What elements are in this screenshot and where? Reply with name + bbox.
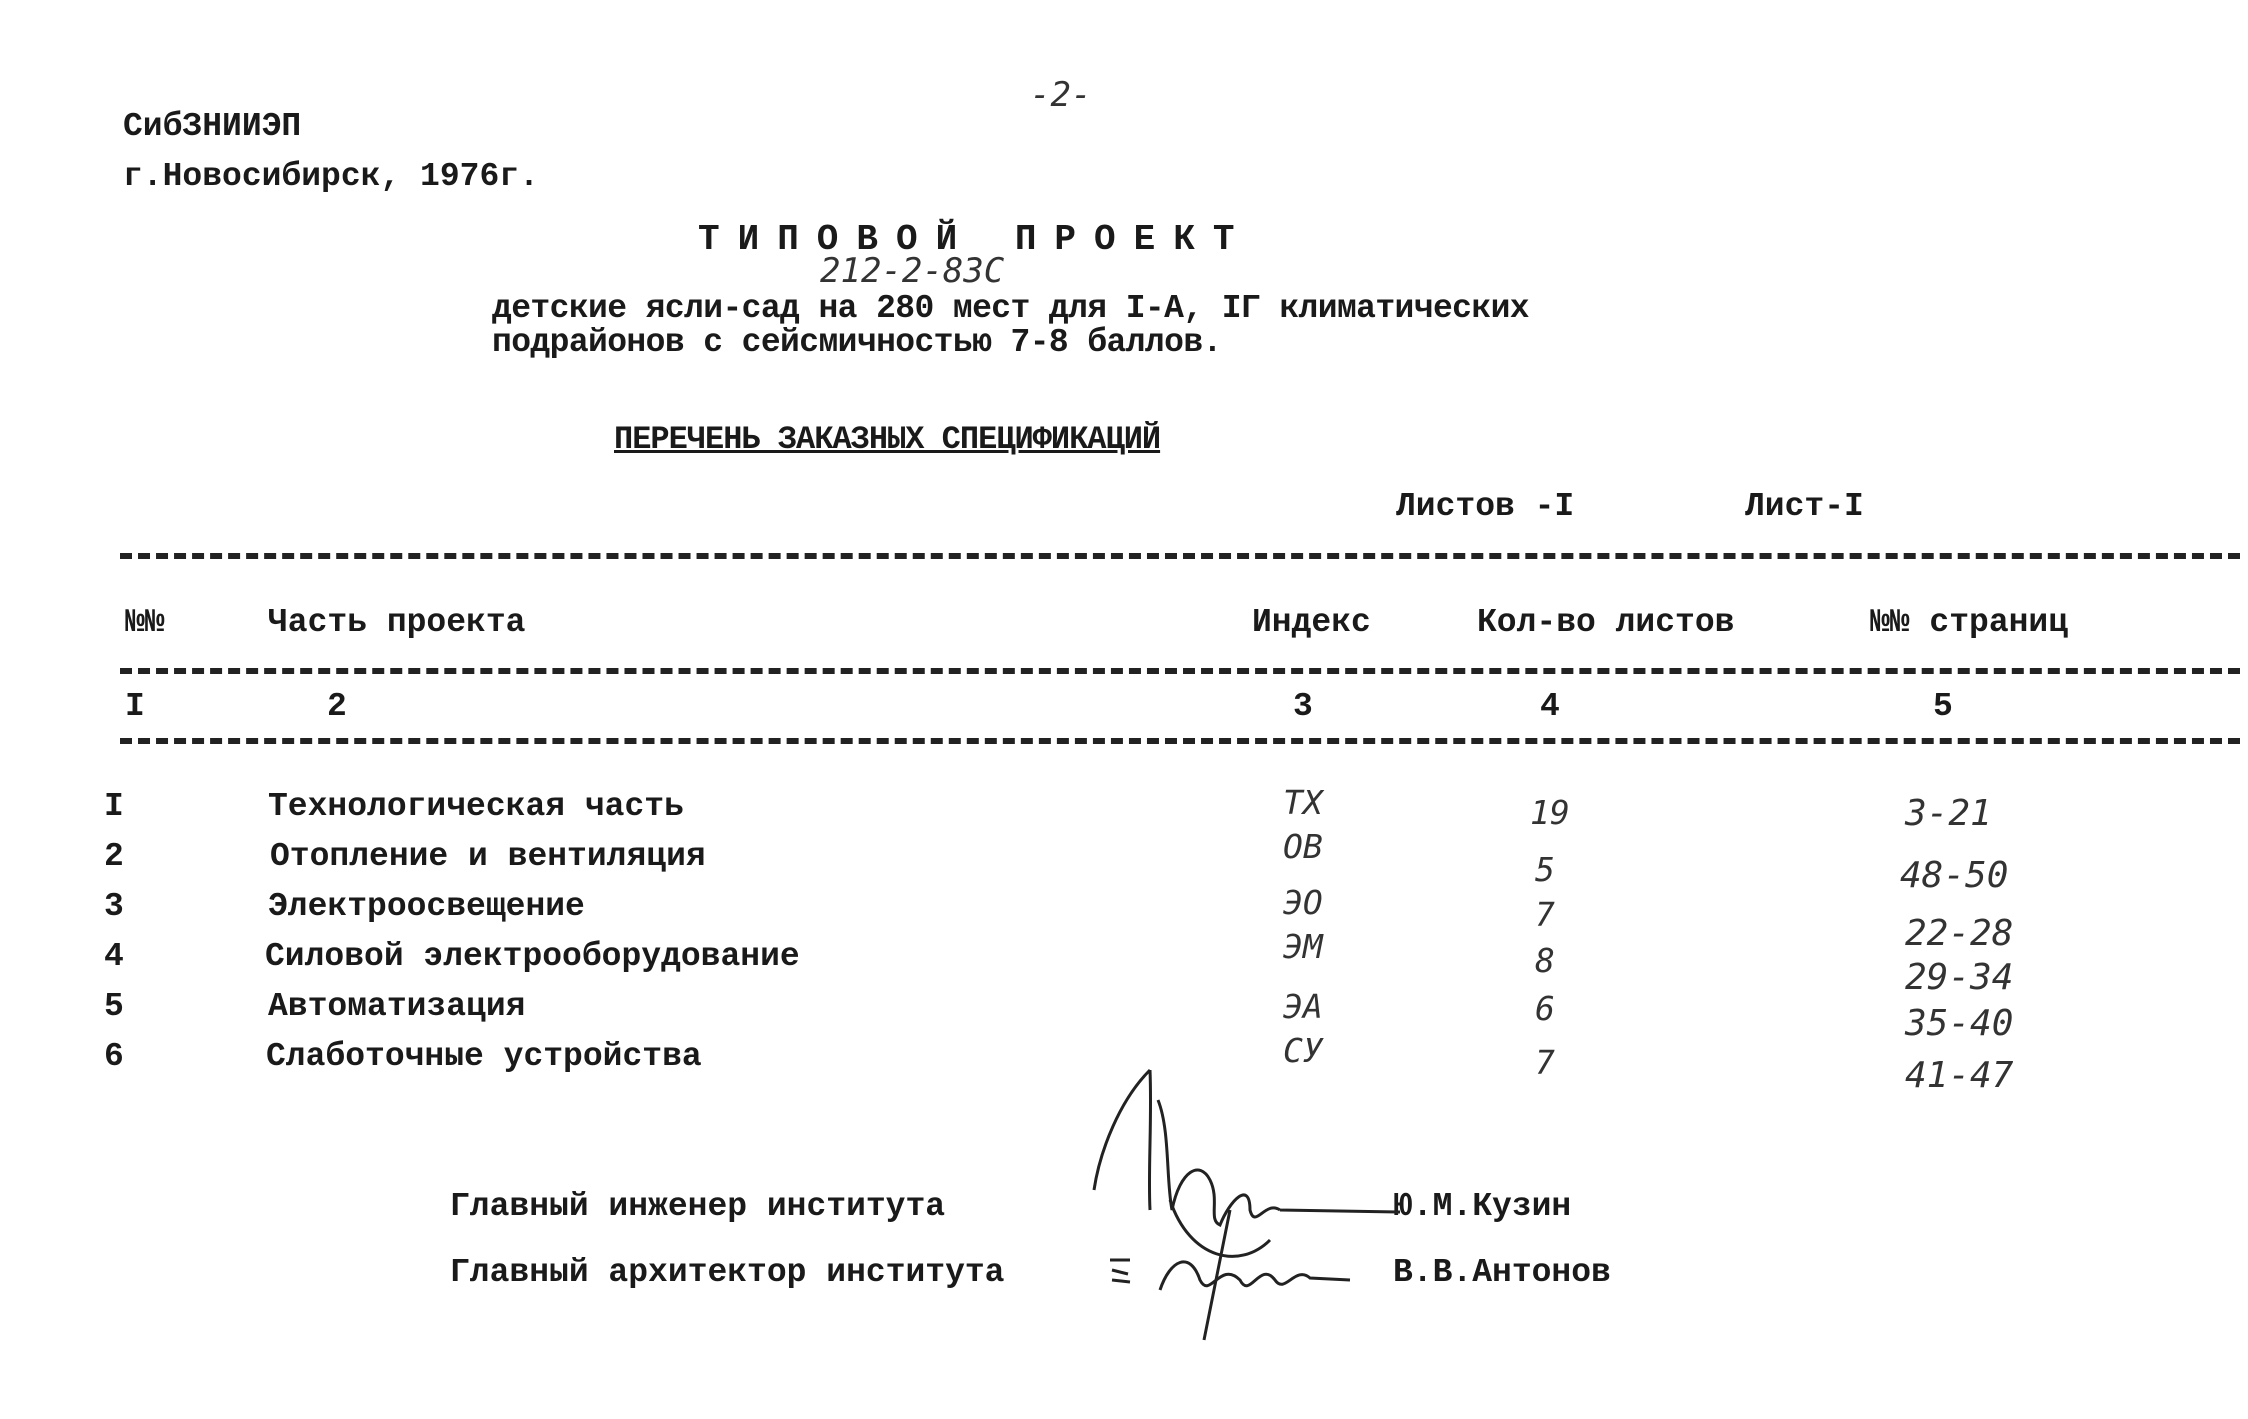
row-number: 3 bbox=[104, 888, 124, 925]
row-index: ЭО bbox=[1283, 883, 1323, 922]
row-number: 6 bbox=[104, 1038, 124, 1075]
row-number: 2 bbox=[104, 838, 124, 875]
row-pages: 3-21 bbox=[1905, 793, 1992, 834]
row-number: I bbox=[104, 788, 124, 825]
signature-role: Главный архитектор института bbox=[450, 1254, 1005, 1291]
row-part: Автоматизация bbox=[268, 988, 526, 1025]
signature-name: В.В.Антонов bbox=[1393, 1254, 1611, 1291]
row-sheet-count: 6 bbox=[1535, 989, 1555, 1028]
organization: СибЗНИИЭП bbox=[123, 108, 302, 145]
row-sheet-count: 8 bbox=[1535, 941, 1555, 980]
list-title: ПЕРЕЧЕНЬ ЗАКАЗНЫХ СПЕЦИФИКАЦИЙ bbox=[614, 421, 1161, 458]
row-index: СУ bbox=[1283, 1031, 1323, 1070]
header-index: Индекс bbox=[1252, 604, 1371, 641]
column-number: 2 bbox=[327, 688, 347, 725]
column-number: 4 bbox=[1540, 688, 1560, 725]
project-code: 212-2-83С bbox=[820, 251, 1005, 291]
city-year: г.Новосибирск, 1976г. bbox=[123, 158, 539, 195]
row-sheet-count: 5 bbox=[1535, 850, 1555, 889]
header-sheet-count: Кол-во листов bbox=[1477, 604, 1735, 641]
chief-architect-signature bbox=[1100, 1240, 1380, 1320]
row-part: Технологическая часть bbox=[268, 788, 684, 825]
row-pages: 29-34 bbox=[1905, 957, 2014, 998]
row-index: ОВ bbox=[1283, 827, 1323, 866]
row-pages: 22-28 bbox=[1905, 913, 2014, 954]
header-number: №№ bbox=[125, 604, 165, 641]
row-index: ЭА bbox=[1283, 987, 1323, 1026]
row-sheet-count: 7 bbox=[1535, 895, 1555, 934]
row-part: Электроосвещение bbox=[268, 888, 585, 925]
sheets-total: Листов -I bbox=[1396, 488, 1575, 525]
row-index: ЭМ bbox=[1283, 927, 1323, 966]
header-bottom-rule bbox=[120, 668, 2240, 674]
row-pages: 41-47 bbox=[1905, 1055, 2014, 1096]
header-part: Часть проекта bbox=[268, 604, 526, 641]
column-number: 3 bbox=[1293, 688, 1313, 725]
project-description-1: детские ясли-сад на 280 мест для I-А, IГ климатических bbox=[492, 290, 1529, 327]
signature-name: Ю.М.Кузин bbox=[1393, 1188, 1572, 1225]
row-pages: 35-40 bbox=[1905, 1003, 2014, 1044]
row-part: Силовой электрооборудование bbox=[265, 938, 800, 975]
row-part: Слаботочные устройства bbox=[266, 1038, 702, 1075]
row-sheet-count: 7 bbox=[1535, 1043, 1555, 1082]
column-number: 5 bbox=[1933, 688, 1953, 725]
sheet-current: Лист-I bbox=[1745, 488, 1864, 525]
row-pages: 48-50 bbox=[1900, 855, 2009, 896]
doc-heading: ТИПОВОЙ ПРОЕКТ bbox=[698, 219, 1253, 260]
page-number: -2- bbox=[1030, 75, 1092, 115]
row-sheet-count: 19 bbox=[1530, 793, 1570, 832]
row-part: Отопление и вентиляция bbox=[270, 838, 706, 875]
row-number: 5 bbox=[104, 988, 124, 1025]
table-top-rule bbox=[120, 553, 2240, 559]
column-numbers-rule bbox=[120, 738, 2240, 744]
row-number: 4 bbox=[104, 938, 124, 975]
header-pages: №№ страниц bbox=[1870, 604, 2069, 641]
row-index: ТХ bbox=[1283, 783, 1323, 822]
column-number: I bbox=[125, 688, 145, 725]
project-description-2: подрайонов с сейсмичностью 7-8 баллов. bbox=[492, 324, 1222, 361]
signature-role: Главный инженер института bbox=[450, 1188, 946, 1225]
